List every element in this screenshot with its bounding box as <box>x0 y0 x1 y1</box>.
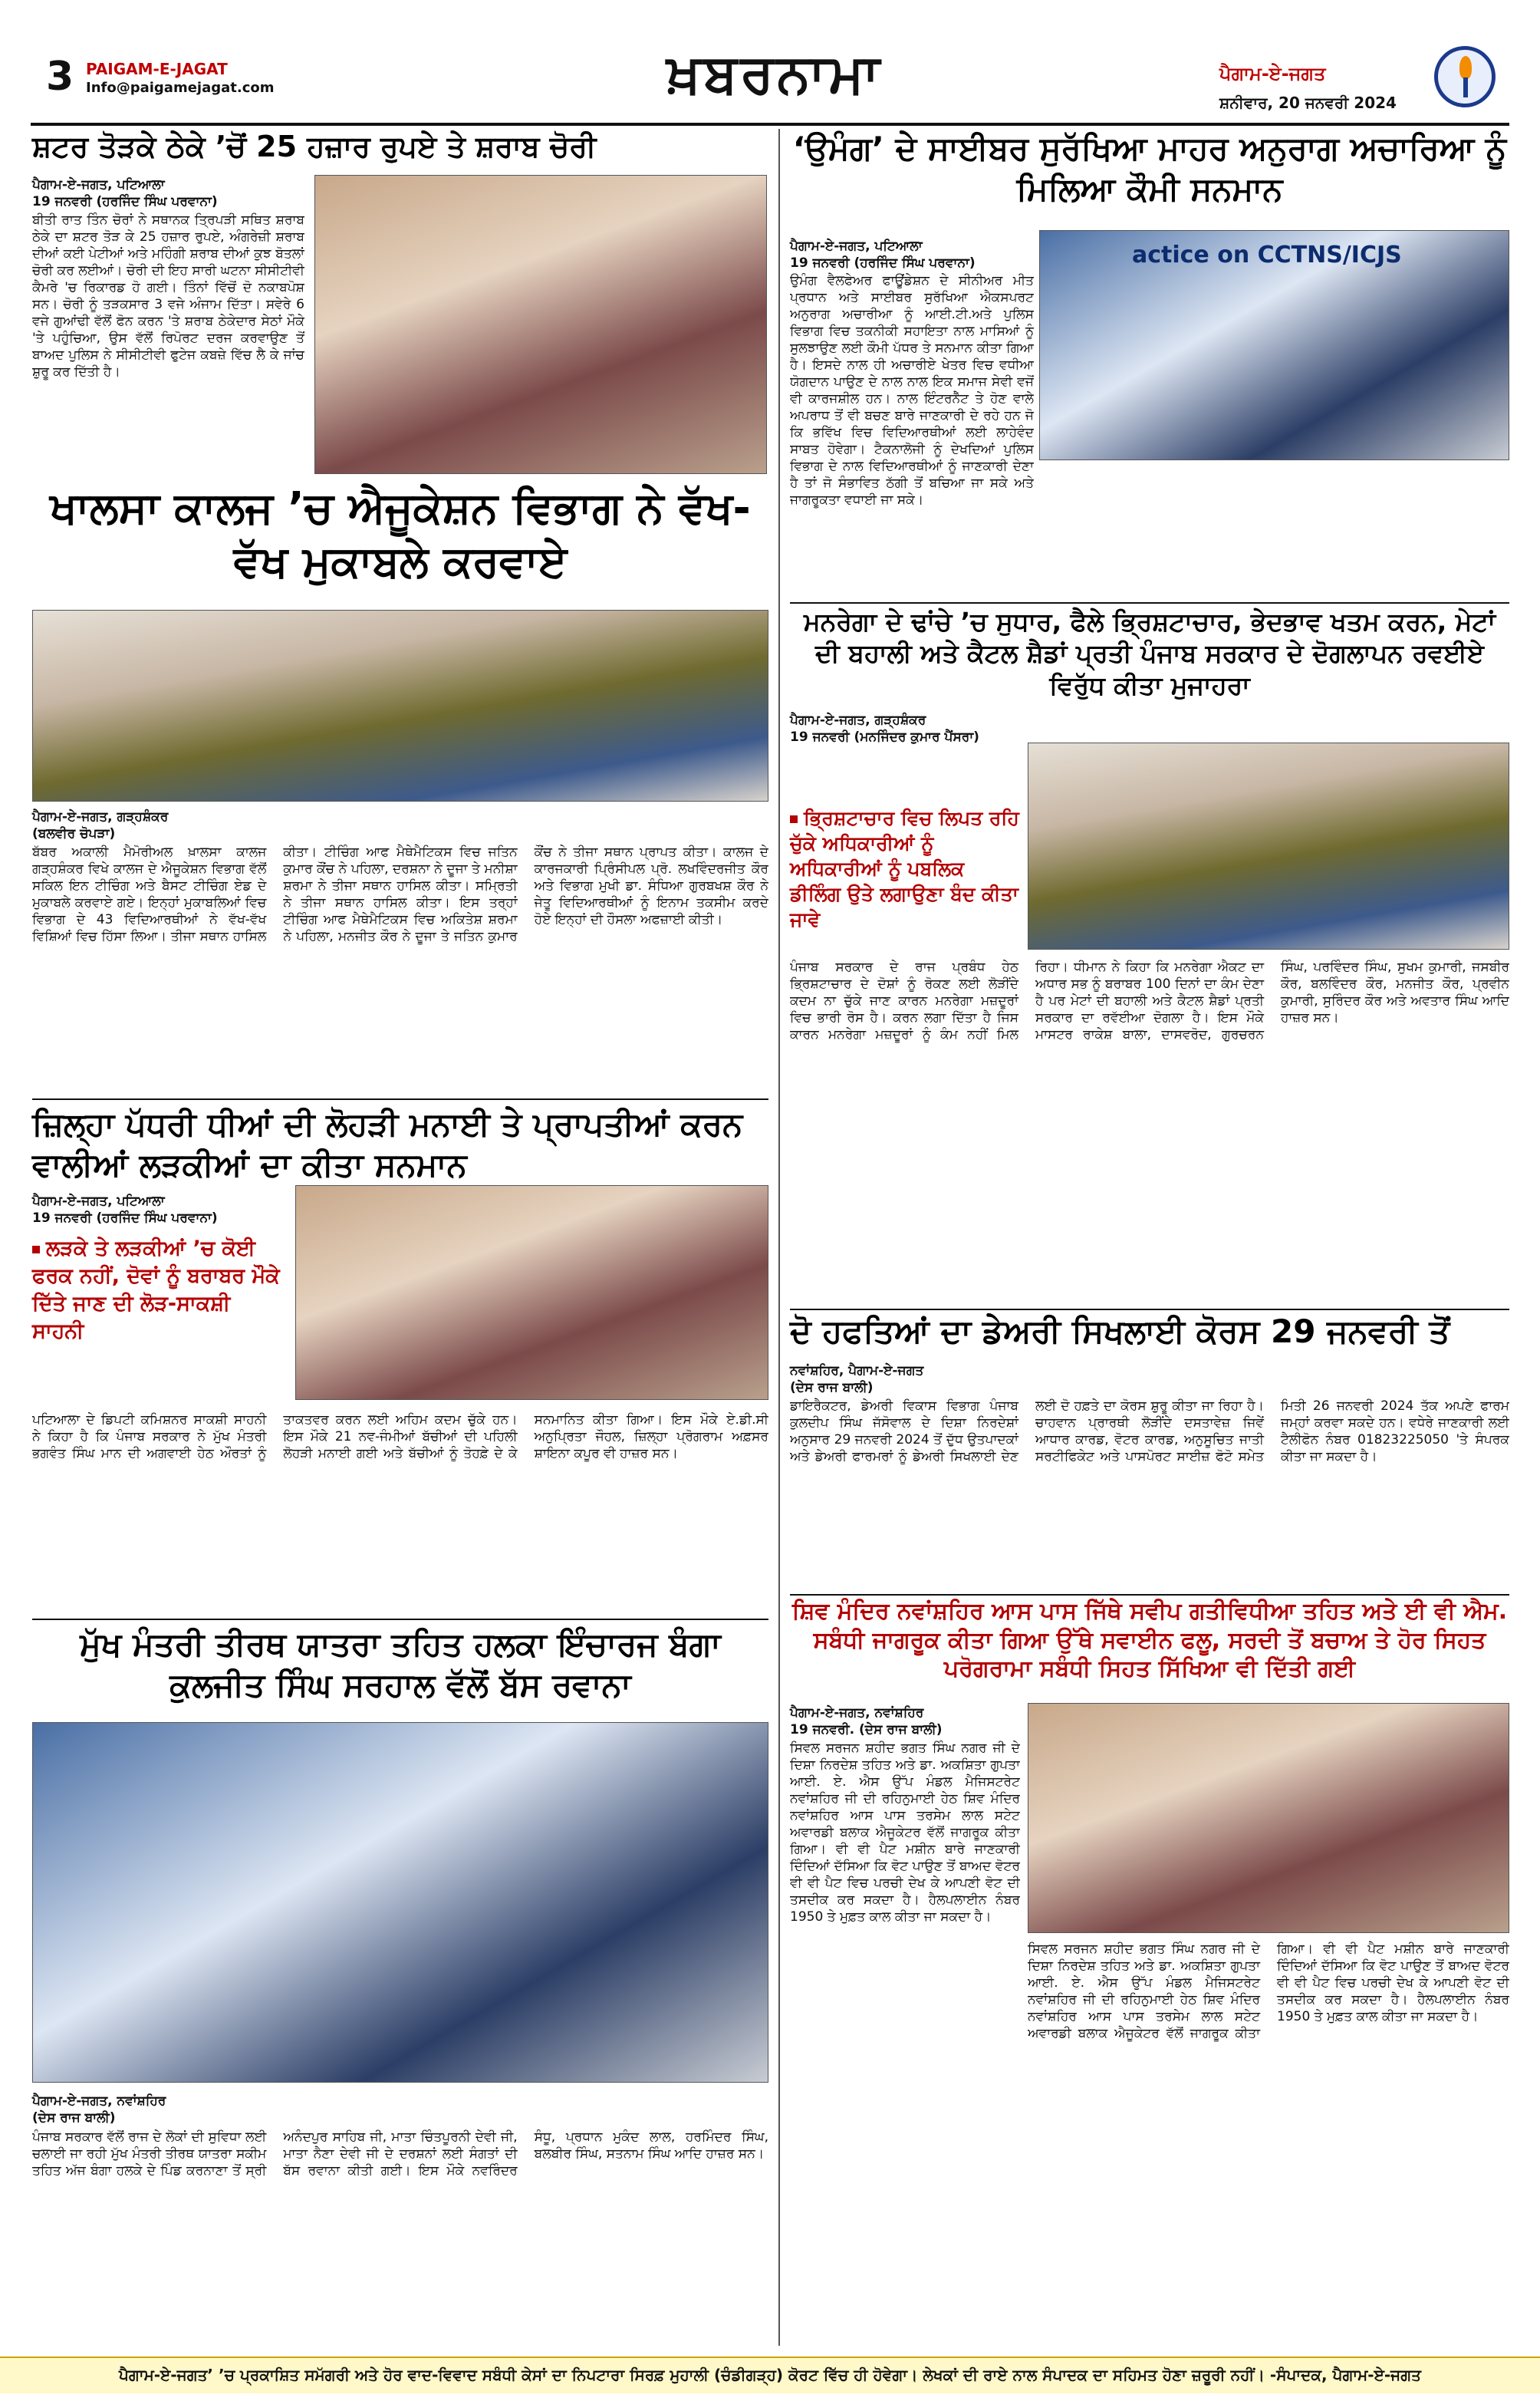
byline-lohri: ਪੈਗਾਮ-ਏ-ਜਗਤ, ਪਟਿਆਲਾ 19 ਜਨਵਰੀ (ਹਰਜਿੰਦ ਸਿੰਘ ਪਰਵਾਨਾ) <box>32 1194 218 1226</box>
award-ceremony-photo <box>1039 230 1509 460</box>
pullquote-lohri-text: ਲੜਕੇ ਤੇ ਲੜਕੀਆਂ ’ਚ ਕੋਈ ਫਰਕ ਨਹੀਂ, ਦੋਵਾਂ ਨੂੰ ਬਰਾਬਰ ਮੌਕੇ ਦਿੱਤੇ ਜਾਣ ਦੀ ਲੋੜ-ਸਾਕਸ਼ੀ ਸਾਹਨੀ <box>32 1237 280 1343</box>
lohri-celebration-photo <box>295 1185 768 1400</box>
body-swine-flu-continued: ਸਿਵਲ ਸਰਜਨ ਸ਼ਹੀਦ ਭਗਤ ਸਿੰਘ ਨਗਰ ਜੀ ਦੇ ਦਿਸ਼ਾ ਨਿਰਦੇਸ਼ ਤਹਿਤ ਅਤੇ ਡਾ. ਅਕਸ਼ਿਤਾ ਗੁਪਤਾ ਆਈ. ਏ. ਐਸ ਉੱਪ ਮੰਡਲ ਮੈਜਿਸਟਰੇਟ ਨਵਾਂਸ਼ਹਿਰ ਜੀ ਦੀ ਰਹਿਨੁਮਾਈ ਹੇਠ ਸ਼ਿਵ ਮੰਦਿਰ ਨਵਾਂਸ਼ਹਿਰ ਆਸ ਪਾਸ ਤਰਸੇਮ ਲਾਲ ਸਟੇਟ ਅਵਾਰਡੀ ਬਲਾਕ ਐਜੂਕੇਟਰ ਵੱਲੋਂ ਜਾਗਰੂਕ ਕੀਤਾ ਗਿਆ। ਵੀ ਵੀ ਪੈਟ ਮਸ਼ੀਨ ਬਾਰੇ ਜਾਣਕਾਰੀ ਦਿੰਦਿਆਂ ਦੱਸਿਆ ਕਿ ਵੋਟ ਪਾਉਣ ਤੋਂ ਬਾਅਦ ਵੋਟਰ ਵੀ ਵੀ ਪੈਟ ਵਿਚ ਪਰਚੀ ਦੇਖ ਕੇ ਆਪਣੀ ਵੋਟ ਦੀ ਤਸਦੀਕ ਕਰ ਸਕਦਾ ਹੈ। ਹੈਲਪਲਾਈਨ ਨੰਬਰ 1950 ਤੇ ਮੁਫ਼ਤ ਕਾਲ ਕੀਤਾ ਜਾ ਸਕਦਾ ਹੈ। <box>1028 1942 1509 2041</box>
bullet-icon <box>790 815 798 823</box>
byline-swine-flu: ਪੈਗਾਮ-ਏ-ਜਗਤ, ਨਵਾਂਸ਼ਹਿਰ 19 ਜਨਵਰੀ. (ਦੇਸ ਰਾਜ ਬਾਲੀ) <box>790 1705 943 1737</box>
headline-lohri: ਜ਼ਿਲ੍ਹਾ ਪੱਧਰੀ ਧੀਆਂ ਦੀ ਲੋਹੜੀ ਮਨਾਈ ਤੇ ਪ੍ਰਾਪਤੀਆਂ ਕਰਨ ਵਾਲੀਆਂ ਲੜਕੀਆਂ ਦਾ ਕੀਤਾ ਸਨਮਾਨ <box>32 1105 743 1184</box>
headline-khalsa-college: ਖਾਲਸਾ ਕਾਲਜ ’ਚ ਐਜੂਕੇਸ਼ਨ ਵਿਭਾਗ ਨੇ ਵੱਖ-ਵੱਖ ਮੁਕਾਬਲੇ ਕਰਵਾਏ <box>50 483 751 587</box>
section-rule <box>32 1619 768 1620</box>
protest-photo <box>1028 743 1509 950</box>
body-mnrega: ਪੰਜਾਬ ਸਰਕਾਰ ਦੇ ਰਾਜ ਪ੍ਰਬੰਧ ਹੇਠ ਭ੍ਰਿਸ਼ਟਾਚਾਰ ਦੇ ਦੋਸ਼ਾਂ ਨੂੰ ਰੋਕਣ ਲਈ ਲੋੜੀਂਦੇ ਕਦਮ ਨਾ ਚੁੱਕੇ ਜਾਣ ਕਾਰਨ ਮਨਰੇਗਾ ਮਜ਼ਦੂਰਾਂ ਵਿਚ ਭਾਰੀ ਰੋਸ ਹੈ। ਕਰਨ ਲਗਾ ਦਿੱਤਾ ਹੈ ਜਿਸ ਕਾਰਨ ਮਨਰੇਗਾ ਮਜ਼ਦੂਰਾਂ ਨੂੰ ਕੰਮ ਨਹੀਂ ਮਿਲ ਰਿਹਾ। ਧੀਮਾਨ ਨੇ ਕਿਹਾ ਕਿ ਮਨਰੇਗਾ ਐਕਟ ਦਾ ਅਧਾਰ ਸਭ ਨੂੰ ਬਰਾਬਰ 100 ਦਿਨਾਂ ਦਾ ਕੰਮ ਦੇਣਾ ਹੈ ਪਰ ਮੇਟਾਂ ਦੀ ਬਹਾਲੀ ਅਤੇ ਕੈਟਲ ਸ਼ੈਡਾਂ ਪ੍ਰਤੀ ਸਰਕਾਰ ਦਾ ਰਵੱਈਆ ਦੋਗਲਾ ਹੈ। ਇਸ ਮੌਕੇ ਮਾਸਟਰ ਰਾਕੇਸ਼ ਬਾਲਾ, ਦਾਸਵਰੋਦ, ਗੁਰਚਰਨ ਸਿੰਘ, ਪਰਵਿੰਦਰ ਸਿੰਘ, ਸੁਖਮ ਕੁਮਾਰੀ, ਜਸਬੀਰ ਕੌਰ, ਬਲਵਿੰਦਰ ਕੌਰ, ਮਨਜੀਤ ਕੌਰ, ਪ੍ਰਵੀਨ ਕੁਮਾਰੀ, ਸੁਰਿੰਦਰ ਕੌਰ ਅਤੇ ਅਵਤਾਰ ਸਿੰਘ ਆਦਿ ਹਾਜ਼ਰ ਸਨ। <box>790 960 1509 1042</box>
headline-mnrega: ਮਨਰੇਗਾ ਦੇ ਢਾਂਚੇ ’ਚ ਸੁਧਾਰ, ਫੈਲੇ ਭ੍ਰਿਸ਼ਟਾਚਾਰ, ਭੇਦਭਾਵ ਖਤਮ ਕਰਨ, ਮੇਟਾਂ ਦੀ ਬਹਾਲੀ ਅਤੇ ਕੈਟਲ ਸ਼ੈਡਾਂ ਪ੍ਰਤੀ ਪੰਜਾਬ ਸਰਕਾਰ ਦੇ ਦੋਗਲਾਪਨ ਰਵਈਏ ਵਿਰੁੱਧ ਕੀਤਾ ਮੁਜਾਹਰਾ <box>804 607 1496 700</box>
header-rule <box>31 123 1509 126</box>
column-divider <box>778 129 780 2346</box>
pullquote-lohri <box>32 1235 285 1345</box>
body-dairy-course: ਡਾਇਰੈਕਟਰ, ਡੇਅਰੀ ਵਿਕਾਸ ਵਿਭਾਗ ਪੰਜਾਬ ਕੁਲਦੀਪ ਸਿੰਘ ਜੱਸੋਵਾਲ ਦੇ ਦਿਸ਼ਾ ਨਿਰਦੇਸ਼ਾਂ ਅਨੁਸਾਰ 29 ਜਨਵਰੀ 2024 ਤੋਂ ਦੁੱਧ ਉਤਪਾਦਕਾਂ ਅਤੇ ਡੇਅਰੀ ਫਾਰਮਰਾਂ ਨੂੰ ਡੇਅਰੀ ਸਿਖਲਾਈ ਦੇਣ ਲਈ ਦੋ ਹਫ਼ਤੇ ਦਾ ਕੋਰਸ ਸ਼ੁਰੂ ਕੀਤਾ ਜਾ ਰਿਹਾ ਹੈ। ਚਾਹਵਾਨ ਪ੍ਰਾਰਥੀ ਲੋੜੀਂਦੇ ਦਸਤਾਵੇਜ਼ ਜਿਵੇਂ ਆਧਾਰ ਕਾਰਡ, ਵੋਟਰ ਕਾਰਡ, ਅਨੁਸੂਚਿਤ ਜਾਤੀ ਸਰਟੀਫਿਕੇਟ ਅਤੇ ਪਾਸਪੋਰਟ ਸਾਈਜ਼ ਫੋਟੋ ਸਮੇਤ ਮਿਤੀ 26 ਜਨਵਰੀ 2024 ਤੱਕ ਅਪਣੇ ਫਾਰਮ ਜਮ੍ਹਾਂ ਕਰਵਾ ਸਕਦੇ ਹਨ। ਵਧੇਰੇ ਜਾਣਕਾਰੀ ਲਈ ਟੈਲੀਫੋਨ ਨੰਬਰ 01823225050 'ਤੇ ਸੰਪਰਕ ਕੀਤਾ ਜਾ ਸਕਦਾ ਹੈ। <box>790 1398 1509 1464</box>
cctv-still-photo <box>314 175 767 474</box>
byline-liquor-theft: ਪੈਗਾਮ-ਏ-ਜਗਤ, ਪਟਿਆਲਾ 19 ਜਨਵਰੀ (ਹਰਜਿੰਦ ਸਿੰਘ ਪਰਵਾਨਾ) <box>32 177 218 209</box>
bus-departure-photo <box>32 1722 768 2083</box>
photo-banner-text: actice on CCTNS/ICJS <box>1132 242 1402 268</box>
footer-disclaimer: ਪੈਗਾਮ-ਏ-ਜਗਤ’ ’ਚ ਪ੍ਰਕਾਸ਼ਿਤ ਸਮੱਗਰੀ ਅਤੇ ਹੋਰ ਵਾਦ-ਵਿਵਾਦ ਸਬੰਧੀ ਕੇਸਾਂ ਦਾ ਨਿਪਟਾਰਾ ਸਿਰਫ਼ ਮੁਹਾਲੀ (ਚੰਡੀਗੜ੍ਹ) ਕੋਰਟ ਵਿੱਚ ਹੀ ਹੋਵੇਗਾ। ਲੇਖਕਾਂ ਦੀ ਰਾਏ ਨਾਲ ਸੰਪਾਦਕ ਦਾ ਸਹਿਮਤ ਹੋਣਾ ਜ਼ਰੂਰੀ ਨਹੀਂ। -ਸੰਪਾਦਕ, ਪੈਗਾਮ-ਏ-ਜਗਤ <box>0 2357 1540 2393</box>
byline-umang-cyber: ਪੈਗਾਮ-ਏ-ਜਗਤ, ਪਟਿਆਲਾ 19 ਜਨਵਰੀ (ਹਰਜਿੰਦ ਸਿੰਘ ਪਰਵਾਨਾ) <box>790 239 976 271</box>
section-rule <box>790 1594 1509 1596</box>
section-rule <box>790 602 1509 604</box>
body-lohri: ਪਟਿਆਲਾ ਦੇ ਡਿਪਟੀ ਕਮਿਸ਼ਨਰ ਸਾਕਸ਼ੀ ਸਾਹਨੀ ਨੇ ਕਿਹਾ ਹੈ ਕਿ ਪੰਜਾਬ ਸਰਕਾਰ ਨੇ ਮੁੱਖ ਮੰਤਰੀ ਭਗਵੰਤ ਸਿੰਘ ਮਾਨ ਦੀ ਅਗਵਾਈ ਹੇਠ ਔਰਤਾਂ ਨੂੰ ਤਾਕਤਵਰ ਕਰਨ ਲਈ ਅਹਿਮ ਕਦਮ ਚੁੱਕੇ ਹਨ। ਇਸ ਮੌਕੇ 21 ਨਵ-ਜੰਮੀਆਂ ਬੱਚੀਆਂ ਦੀ ਪਹਿਲੀ ਲੋਹੜੀ ਮਨਾਈ ਗਈ ਅਤੇ ਬੱਚੀਆਂ ਨੂੰ ਤੋਹਫ਼ੇ ਦੇ ਕੇ ਸਨਮਾਨਿਤ ਕੀਤਾ ਗਿਆ। ਇਸ ਮੌਕੇ ਏ.ਡੀ.ਸੀ ਅਨੁਪ੍ਰਿਤਾ ਜੌਹਲ, ਜ਼ਿਲ੍ਹਾ ਪ੍ਰੋਗਰਾਮ ਅਫ਼ਸਰ ਸ਼ਾਇਨਾ ਕਪੂਰ ਵੀ ਹਾਜ਼ਰ ਸਨ। <box>32 1412 768 1461</box>
headline-umang-cyber: ‘ਉਮੰਗ’ ਦੇ ਸਾਈਬਰ ਸੁਰੱਖਿਆ ਮਾਹਰ ਅਨੁਰਾਗ ਅਚਾਰਿਆ ਨੂੰ ਮਿਲਿਆ ਕੌਮੀ ਸਨਮਾਨ <box>792 130 1507 208</box>
awareness-campaign-photo <box>1028 1703 1509 1933</box>
byline-dairy-course: ਨਵਾਂਸ਼ਹਿਰ, ਪੈਗਾਮ-ਏ-ਜਗਤ (ਦੇਸ ਰਾਜ ਬਾਲੀ) <box>790 1363 924 1395</box>
section-rule <box>32 1098 768 1100</box>
pullquote-mnrega-text: ਭ੍ਰਿਸ਼ਟਾਚਾਰ ਵਿਚ ਲਿਪਤ ਰਹਿ ਚੁੱਕੇ ਅਧਿਕਾਰੀਆਂ ਨੂੰ ਅਧਿਕਾਰੀਆਂ ਨੂੰ ਪਬਲਿਕ ਡੀਲਿੰਗ ਉਤੇ ਲਗਾਉਣਾ ਬੰਦ ਕੀਤਾ ਜਾਵੇ <box>790 807 1019 930</box>
byline-khalsa-college: ਪੈਗਾਮ-ਏ-ਜਗਤ, ਗੜ੍ਹਸ਼ੰਕਰ (ਬਲਵੀਰ ਚੋਪੜਾ) <box>32 809 169 842</box>
pullquote-mnrega <box>790 805 1020 932</box>
body-swine-flu: ਸਿਵਲ ਸਰਜਨ ਸ਼ਹੀਦ ਭਗਤ ਸਿੰਘ ਨਗਰ ਜੀ ਦੇ ਦਿਸ਼ਾ ਨਿਰਦੇਸ਼ ਤਹਿਤ ਅਤੇ ਡਾ. ਅਕਸ਼ਿਤਾ ਗੁਪਤਾ ਆਈ. ਏ. ਐਸ ਉੱਪ ਮੰਡਲ ਮੈਜਿਸਟਰੇਟ ਨਵਾਂਸ਼ਹਿਰ ਜੀ ਦੀ ਰਹਿਨੁਮਾਈ ਹੇਠ ਸ਼ਿਵ ਮੰਦਿਰ ਨਵਾਂਸ਼ਹਿਰ ਆਸ ਪਾਸ ਤਰਸੇਮ ਲਾਲ ਸਟੇਟ ਅਵਾਰਡੀ ਬਲਾਕ ਐਜੂਕੇਟਰ ਵੱਲੋਂ ਜਾਗਰੂਕ ਕੀਤਾ ਗਿਆ। ਵੀ ਵੀ ਪੈਟ ਮਸ਼ੀਨ ਬਾਰੇ ਜਾਣਕਾਰੀ ਦਿੰਦਿਆਂ ਦੱਸਿਆ ਕਿ ਵੋਟ ਪਾਉਣ ਤੋਂ ਬਾਅਦ ਵੋਟਰ ਵੀ ਵੀ ਪੈਟ ਵਿਚ ਪਰਚੀ ਦੇਖ ਕੇ ਆਪਣੀ ਵੋਟ ਦੀ ਤਸਦੀਕ ਕਰ ਸਕਦਾ ਹੈ। ਹੈਲਪਲਾਈਨ ਨੰਬਰ 1950 ਤੇ ਮੁਫ਼ਤ ਕਾਲ ਕੀਤਾ ਜਾ ਸਕਦਾ ਹੈ। <box>790 1741 1020 1925</box>
headline-dairy-course: ਦੋ ਹਫਤਿਆਂ ਦਾ ਡੇਅਰੀ ਸਿਖਲਾਈ ਕੋਰਸ 29 ਜਨਵਰੀ ਤੋਂ <box>790 1312 1450 1350</box>
issue-date: ਸ਼ਨੀਵਾਰ, 20 ਜਨਵਰੀ 2024 <box>1219 94 1397 112</box>
bullet-icon <box>32 1246 40 1253</box>
headline-tirath-yatra: ਮੁੱਖ ਮੰਤਰੀ ਤੀਰਥ ਯਾਤਰਾ ਤਹਿਤ ਹਲਕਾ ਇੰਚਾਰਜ ਬੰਗਾ ਕੁਲਜੀਤ ਸਿੰਘ ਸਰਹਾਲ ਵੱਲੋਂ ਬੱਸ ਰਵਾਨਾ <box>80 1625 721 1704</box>
headline-swine-flu: ਸ਼ਿਵ ਮੰਦਿਰ ਨਵਾਂਸ਼ਹਿਰ ਆਸ ਪਾਸ ਜਿੱਥੇ ਸਵੀਪ ਗਤੀਵਿਧੀਆ ਤਹਿਤ ਅਤੇ ਈ ਵੀ ਐਮ. ਸਬੰਧੀ ਜਾਗਰੂਕ ਕੀਤਾ ਗਿਆ ਉੱਥੇ ਸਵਾਈਨ ਫਲੂ, ਸਰਦੀ ਤੋਂ ਬਚਾਅ ਤੇ ਹੋਰ ਸਿਹਤ ਪਰੋਗਰਾਮਾ ਸਬੰਧੀ ਸਿਹਤ ਸਿੱਖਿਆ ਵੀ ਦਿੱਤੀ ਗਈ <box>791 1598 1508 1682</box>
page-header <box>0 0 1540 123</box>
byline-mnrega: ਪੈਗਾਮ-ਏ-ਜਗਤ, ਗੜ੍ਹਸ਼ੰਕਰ 19 ਜਨਵਰੀ (ਮਨਜਿੰਦਰ ਕੁਮਾਰ ਪੈਂਸਰਾ) <box>790 713 979 745</box>
byline-tirath-yatra: ਪੈਗਾਮ-ਏ-ਜਗਤ, ਨਵਾਂਸ਼ਹਿਰ (ਦੇਸ ਰਾਜ ਬਾਲੀ) <box>32 2093 166 2126</box>
torch-logo-icon <box>1434 46 1496 107</box>
body-khalsa-college: ਬੱਬਰ ਅਕਾਲੀ ਮੈਮੋਰੀਅਲ ਖ਼ਾਲਸਾ ਕਾਲਜ ਗੜ੍ਹਸ਼ੰਕਰ ਵਿਖੇ ਕਾਲਜ ਦੇ ਐਜੂਕੇਸ਼ਨ ਵਿਭਾਗ ਵੱਲੋਂ ਸਕਿਲ ਇਨ ਟੀਚਿੰਗ ਅਤੇ ਬੈਸਟ ਟੀਚਿੰਗ ਏਡ ਦੇ ਮੁਕਾਬਲੇ ਕਰਵਾਏ ਗਏ। ਇਨ੍ਹਾਂ ਮੁਕਾਬਲਿਆਂ ਵਿਚ ਵਿਭਾਗ ਦੇ 43 ਵਿਦਿਆਰਥੀਆਂ ਨੇ ਵੱਖ-ਵੱਖ ਵਿਸ਼ਿਆਂ ਵਿਚ ਹਿੱਸਾ ਲਿਆ। ਤੀਜਾ ਸਥਾਨ ਹਾਸਿਲ ਕੀਤਾ। ਟੀਚਿੰਗ ਆਫ ਮੈਥੇਮੈਟਿਕਸ ਵਿਚ ਜਤਿਨ ਕੁਮਾਰ ਕੌਂਚ ਨੇ ਪਹਿਲਾ, ਦਰਸ਼ਨਾ ਨੇ ਦੂਜਾ ਤੇ ਮਨੀਸ਼ਾ ਸ਼ਰਮਾ ਨੇ ਤੀਜਾ ਸਥਾਨ ਹਾਸਿਲ ਕੀਤਾ। ਸਮ੍ਰਿਤੀ ਨੇ ਤੀਜਾ ਸਥਾਨ ਹਾਸਿਲ ਕੀਤਾ। ਇਸ ਤਰ੍ਹਾਂ ਟੀਚਿੰਗ ਆਫ ਮੈਥੇਮੈਟਿਕਸ ਵਿਚ ਅਕਿਤੇਸ਼ ਸ਼ਰਮਾ ਨੇ ਪਹਿਲਾ, ਮਨਜੀਤ ਕੌਰ ਨੇ ਦੂਜਾ ਤੇ ਜਤਿਨ ਕੁਮਾਰ ਕੌਂਚ ਨੇ ਤੀਜਾ ਸਥਾਨ ਪ੍ਰਾਪਤ ਕੀਤਾ। ਕਾਲਜ ਦੇ ਕਾਰਜਕਾਰੀ ਪ੍ਰਿੰਸੀਪਲ ਪ੍ਰੋ. ਲਖਵਿੰਦਰਜੀਤ ਕੌਰ ਅਤੇ ਵਿਭਾਗ ਮੁਖੀ ਡਾ. ਸੰਧਿਆ ਗੁਰਬਖਸ਼ ਕੌਰ ਨੇ ਜੇਤੂ ਵਿਦਿਆਰਥੀਆਂ ਨੂੰ ਇਨਾਮ ਤਕਸੀਮ ਕਰਦੇ ਹੋਏ ਇਨ੍ਹਾਂ ਦੀ ਹੌਸਲਾ ਅਫਜ਼ਾਈ ਕੀਤੀ। <box>32 845 768 944</box>
section-rule <box>790 1309 1509 1310</box>
email-link[interactable]: Info@paigamejagat.com <box>86 80 275 96</box>
brand-left: PAIGAM-E-JAGAT <box>86 60 228 78</box>
body-tirath-yatra: ਪੰਜਾਬ ਸਰਕਾਰ ਵੱਲੋਂ ਰਾਜ ਦੇ ਲੋਕਾਂ ਦੀ ਸੁਵਿਧਾ ਲਈ ਚਲਾਈ ਜਾ ਰਹੀ ਮੁੱਖ ਮੰਤਰੀ ਤੀਰਥ ਯਾਤਰਾ ਸਕੀਮ ਤਹਿਤ ਅੱਜ ਬੰਗਾ ਹਲਕੇ ਦੇ ਪਿੰਡ ਕਰਨਾਣਾ ਤੋਂ ਸ੍ਰੀ ਅਨੰਦਪੁਰ ਸਾਹਿਬ ਜੀ, ਮਾਤਾ ਚਿੰਤਪੂਰਨੀ ਦੇਵੀ ਜੀ, ਮਾਤਾ ਨੈਣਾ ਦੇਵੀ ਜੀ ਦੇ ਦਰਸ਼ਨਾਂ ਲਈ ਸੰਗਤਾਂ ਦੀ ਬੱਸ ਰਵਾਨਾ ਕੀਤੀ ਗਈ। ਇਸ ਮੌਕੇ ਨਵਰਿੰਦਰ ਸੰਧੂ, ਪ੍ਰਧਾਨ ਮੁਕੰਦ ਲਾਲ, ਹਰਮਿੰਦਰ ਸਿੰਘ, ਬਲਬੀਰ ਸਿੰਘ, ਸਤਨਾਮ ਸਿੰਘ ਆਦਿ ਹਾਜ਼ਰ ਸਨ। <box>32 2129 768 2179</box>
brand-right: ਪੈਗਾਮ-ਏ-ਜਗਤ <box>1219 63 1326 84</box>
masthead-title: ਖ਼ਬਰਨਾਮਾ <box>666 42 883 105</box>
students-group-photo <box>32 610 768 802</box>
body-liquor-theft: ਬੀਤੀ ਰਾਤ ਤਿੰਨ ਚੋਰਾਂ ਨੇ ਸਥਾਨਕ ਤ੍ਰਿਪੜੀ ਸਥਿਤ ਸ਼ਰਾਬ ਠੇਕੇ ਦਾ ਸ਼ਟਰ ਤੋੜ ਕੇ 25 ਹਜ਼ਾਰ ਰੁਪਏ, ਅੰਗਰੇਜ਼ੀ ਸ਼ਰਾਬ ਦੀਆਂ ਕਈ ਪੇਟੀਆਂ ਅਤੇ ਮਹਿੰਗੀ ਸ਼ਰਾਬ ਦੀਆਂ ਕੁਝ ਬੋਤਲਾਂ ਚੋਰੀ ਕਰ ਲਈਆਂ। ਚੋਰੀ ਦੀ ਇਹ ਸਾਰੀ ਘਟਨਾ ਸੀਸੀਟੀਵੀ ਕੈਮਰੇ 'ਚ ਰਿਕਾਰਡ ਹੋ ਗਈ। ਤਿੰਨਾਂ ਵਿੱਚੋਂ ਦੋ ਨਕਾਬਪੋਸ਼ ਸਨ। ਚੋਰੀ ਨੂੰ ਤੜਕਸਾਰ 3 ਵਜੇ ਅੰਜਾਮ ਦਿੱਤਾ। ਸਵੇਰੇ 6 ਵਜੇ ਗੁਆਂਢੀ ਵੱਲੋਂ ਫੋਨ ਕਰਨ 'ਤੇ ਸ਼ਰਾਬ ਠੇਕੇਦਾਰ ਸੇਠਾਂ ਮੌਕੇ 'ਤੇ ਪਹੁੰਚਿਆ, ਉਸ ਵੱਲੋਂ ਰਿਪੋਰਟ ਦਰਜ ਕਰਵਾਉਣ ਤੋਂ ਬਾਅਦ ਪੁਲਿਸ ਨੇ ਸੀਸੀਟੀਵੀ ਫੁਟੇਜ ਕਬਜ਼ੇ ਵਿੱਚ ਲੈ ਕੇ ਜਾਂਚ ਸ਼ੁਰੂ ਕਰ ਦਿੱਤੀ ਹੈ। <box>32 212 304 380</box>
body-umang-cyber: ਉਮੰਗ ਵੈਲਫੇਅਰ ਫਾਊਂਡੇਸ਼ਨ ਦੇ ਸੀਨੀਅਰ ਮੀਤ ਪ੍ਰਧਾਨ ਅਤੇ ਸਾਈਬਰ ਸੁਰੱਖਿਆ ਐਕਸਪਰਟ ਅਨੁਰਾਗ ਅਚਾਰੀਆ ਨੂੰ ਆਈ.ਟੀ.ਅਤੇ ਪੁਲਿਸ ਵਿਭਾਗ ਵਿਚ ਤਕਨੀਕੀ ਸਹਾਇਤਾ ਨਾਲ ਮਾਸਿਆਂ ਨੂੰ ਸੁਲਝਾਉਣ ਲਈ ਕੌਮੀ ਪੱਧਰ ਤੇ ਸਨਮਾਨ ਕੀਤਾ ਗਿਆ ਹੈ। ਇਸਦੇ ਨਾਲ ਹੀ ਅਚਾਰੀਏ ਖੇਤਰ ਵਿਚ ਵਧੀਆ ਯੋਗਦਾਨ ਪਾਉਣ ਦੇ ਨਾਲ ਨਾਲ ਇਕ ਸਮਾਜ ਸੇਵੀ ਵਜੋਂ ਵੀ ਕਾਰਜਸ਼ੀਲ ਹਨ। ਨਾਲ ਇੰਟਰਨੈੱਟ ਤੇ ਹੋਣ ਵਾਲੇ ਅਪਰਾਧ ਤੋਂ ਵੀ ਬਚਣ ਬਾਰੇ ਜਾਣਕਾਰੀ ਦੇ ਰਹੇ ਹਨ ਜੋ ਕਿ ਭਵਿੱਖ ਵਿਚ ਵਿਦਿਆਰਥੀਆਂ ਲਈ ਲਾਹੇਵੰਦ ਸਾਬਤ ਹੋਵੇਗਾ। ਟੈਕਨਾਲੋਜੀ ਨੂੰ ਦੇਖਦਿਆਂ ਪੁਲਿਸ ਵਿਭਾਗ ਦੇ ਨਾਲ ਵਿਦਿਆਰਥੀਆਂ ਨੂੰ ਜਾਣਕਾਰੀ ਦੇਣਾ ਹੈ ਤਾਂ ਜੋ ਸੰਭਾਵਿਤ ਠੱਗੀ ਤੋਂ ਬਚਿਆ ਜਾ ਸਕੇ ਅਤੇ ਜਾਗਰੂਕਤਾ ਵਧਾਈ ਜਾ ਸਕੇ। <box>790 273 1034 508</box>
page-number: 3 <box>46 54 74 100</box>
headline-liquor-theft: ਸ਼ਟਰ ਤੋੜਕੇ ਠੇਕੇ ’ਚੋਂ 25 ਹਜ਼ਾਰ ਰੁਪਏ ਤੇ ਸ਼ਰਾਬ ਚੋਰੀ <box>32 130 597 163</box>
